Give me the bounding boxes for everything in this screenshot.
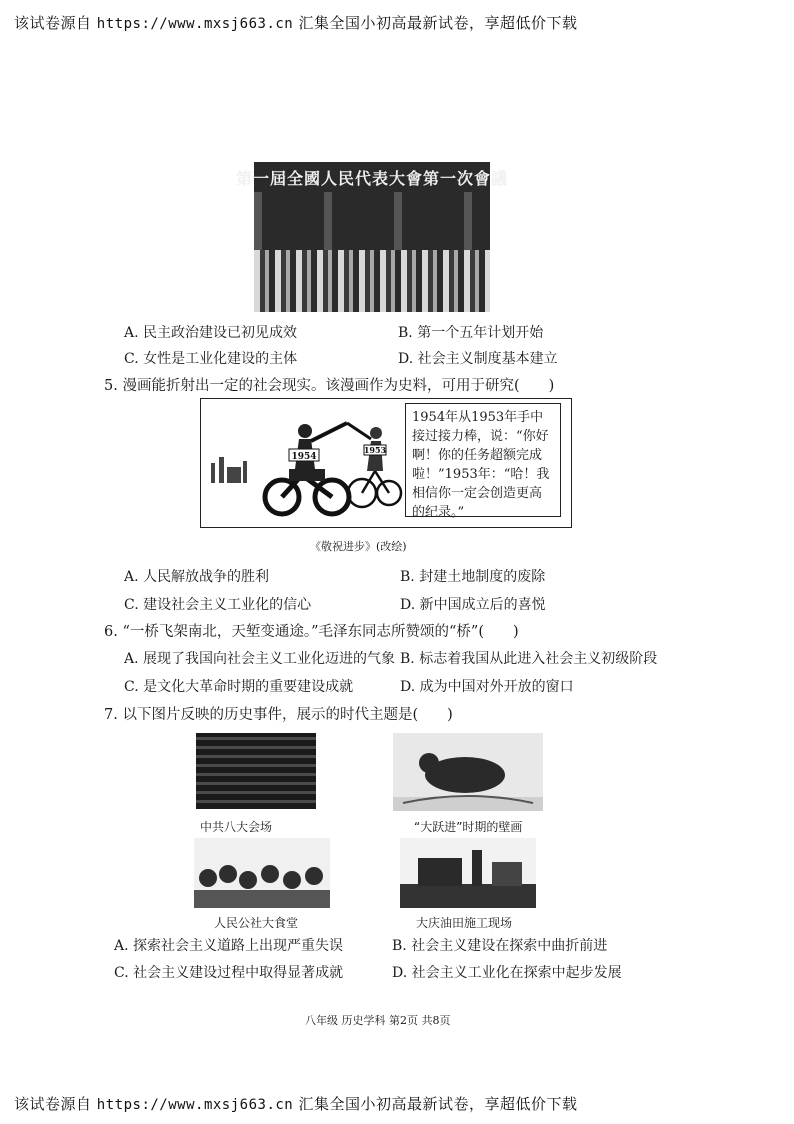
- banner-suffix: 汇集全国小初高最新试卷，享超低价下载: [298, 1095, 578, 1113]
- cartoon-dialogue: 1954年从1953年手中接过接力棒，说：“你好啊！你的任务超额完成啦！”1953年：“哈！我相信你一定会创造更高的纪录。”: [405, 403, 561, 517]
- banner-prefix: 该试卷源自: [14, 1095, 92, 1113]
- banner-url[interactable]: https://www.mxsj663.cn: [96, 1097, 294, 1113]
- q5-cartoon: [200, 398, 572, 528]
- q7-image-mural: [393, 733, 543, 811]
- q4-option-d[interactable]: D. 社会主义制度基本建立: [398, 351, 558, 367]
- q7-caption-4: 大庆油田施工现场: [416, 916, 513, 930]
- q5-option-a[interactable]: A. 人民解放战争的胜利: [124, 569, 270, 585]
- q7-image-canteen: [194, 838, 330, 908]
- q7-stem: 7. 以下图片反映的历史事件，展示的时代主题是( ): [104, 707, 453, 723]
- npc-photo: [236, 162, 509, 312]
- bike-year-label: 1953: [363, 445, 387, 455]
- q7-option-b[interactable]: B. 社会主义建设在探索中曲折前进: [392, 938, 608, 954]
- banner-url[interactable]: https://www.mxsj663.cn: [96, 16, 294, 32]
- page-footer: 八年级 历史学科 第2页 共8页: [305, 1014, 451, 1027]
- q5-option-b[interactable]: B. 封建土地制度的废除: [400, 569, 546, 585]
- q6-option-c[interactable]: C. 是文化大革命时期的重要建设成就: [124, 679, 354, 695]
- q5-option-c[interactable]: C. 建设社会主义工业化的信心: [124, 597, 312, 613]
- q7-caption-3: 人民公社大食堂: [214, 916, 299, 930]
- q5-option-d[interactable]: D. 新中国成立后的喜悦: [400, 597, 546, 613]
- q4-option-a[interactable]: A. 民主政治建设已初见成效: [124, 325, 298, 341]
- npc-photo-banner: 第一屆全國人民代表大會第一次會議: [254, 162, 490, 192]
- q7-caption-2: “大跃进”时期的壁画: [414, 820, 523, 834]
- q4-option-c[interactable]: C. 女性是工业化建设的主体: [124, 351, 298, 367]
- q4-option-b[interactable]: B. 第一个五年计划开始: [398, 325, 544, 341]
- q7-option-c[interactable]: C. 社会主义建设过程中取得显著成就: [114, 965, 344, 981]
- q5-stem: 5. 漫画能折射出一定的社会现实。该漫画作为史料，可用于研究( ): [104, 378, 555, 394]
- q7-option-d[interactable]: D. 社会主义工业化在探索中起步发展: [392, 965, 622, 981]
- source-banner-top: [14, 12, 578, 33]
- q7-image-congress: [196, 733, 316, 809]
- q6-stem: 6. “一桥飞架南北，天堑变通途。”毛泽东同志所赞颂的“桥”( ): [104, 624, 519, 640]
- q7-caption-1: 中共八大会场: [200, 820, 273, 834]
- cartoon-caption: 《敬祝进步》(改绘): [310, 540, 407, 553]
- banner-suffix: 汇集全国小初高最新试卷，享超低价下载: [298, 14, 578, 32]
- q6-option-d[interactable]: D. 成为中国对外开放的窗口: [400, 679, 574, 695]
- npc-photo-pillars: [254, 192, 490, 252]
- q7-option-a[interactable]: A. 探索社会主义道路上出现严重失误: [114, 938, 344, 954]
- npc-photo-crowd: [254, 250, 490, 312]
- source-banner-bottom: [14, 1093, 578, 1114]
- banner-prefix: 该试卷源自: [14, 14, 92, 32]
- q7-image-oilfield: [400, 838, 536, 908]
- cartoon-illustration: [207, 405, 397, 519]
- q6-option-a[interactable]: A. 展现了我国向社会主义工业化迈进的气象: [124, 651, 396, 667]
- moto-year-label: 1954: [291, 452, 317, 462]
- q6-option-b[interactable]: B. 标志着我国从此进入社会主义初级阶段: [400, 651, 658, 667]
